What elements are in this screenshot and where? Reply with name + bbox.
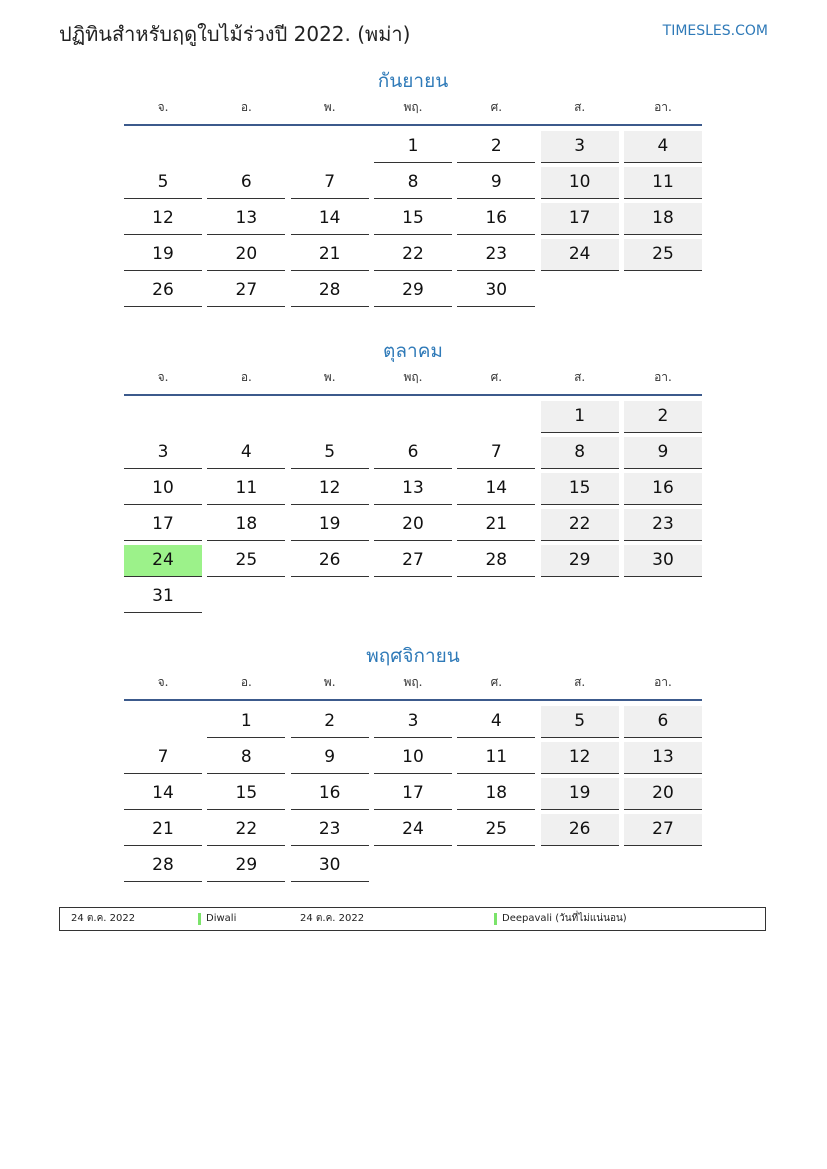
day-cell: 2 bbox=[291, 706, 369, 738]
day-cell: 4 bbox=[624, 131, 702, 163]
day-cell: 9 bbox=[291, 742, 369, 774]
weekday-label: อ. bbox=[240, 100, 252, 114]
day-cell: 23 bbox=[457, 239, 535, 271]
day-cell: 20 bbox=[624, 778, 702, 810]
empty-cell bbox=[124, 705, 202, 741]
page-title: ปฏิทินสำหรับฤดูใบไม้ร่วงปี 2022. (พม่า) bbox=[59, 22, 411, 46]
day-cell: 15 bbox=[374, 203, 452, 235]
day-cell: 12 bbox=[291, 473, 369, 505]
weekday-label: อ. bbox=[240, 370, 252, 384]
day-cell: 24 bbox=[124, 545, 202, 577]
weekday-label: พ. bbox=[323, 370, 336, 384]
day-cell: 30 bbox=[457, 275, 535, 307]
month-title: กันยายน bbox=[377, 70, 449, 92]
day-cell: 26 bbox=[541, 814, 619, 846]
holiday-marker bbox=[494, 913, 497, 925]
day-cell: 13 bbox=[624, 742, 702, 774]
weekday-label: ส. bbox=[574, 100, 586, 114]
weekday-label: พฤ. bbox=[403, 100, 423, 114]
month-november bbox=[124, 641, 702, 885]
day-cell: 14 bbox=[457, 473, 535, 505]
empty-cell bbox=[124, 400, 202, 436]
empty-cell bbox=[291, 400, 369, 436]
day-cell: 19 bbox=[541, 778, 619, 810]
holiday-date: 24 ต.ค. 2022 bbox=[71, 913, 136, 924]
day-cell: 28 bbox=[457, 545, 535, 577]
day-cell: 21 bbox=[457, 509, 535, 541]
day-cell: 25 bbox=[207, 545, 285, 577]
weekday-label: ศ. bbox=[490, 675, 503, 689]
day-cell: 3 bbox=[124, 437, 202, 469]
day-cell: 13 bbox=[374, 473, 452, 505]
empty-cell bbox=[291, 130, 369, 166]
day-cell: 1 bbox=[374, 131, 452, 163]
day-cell: 16 bbox=[291, 778, 369, 810]
month-title: ตุลาคม bbox=[383, 340, 443, 362]
site-link[interactable]: TIMESLES.COM bbox=[662, 23, 768, 39]
day-cell: 1 bbox=[541, 401, 619, 433]
day-cell: 12 bbox=[124, 203, 202, 235]
day-cell: 15 bbox=[541, 473, 619, 505]
holiday-date: 24 ต.ค. 2022 bbox=[300, 913, 365, 924]
day-cell: 29 bbox=[207, 850, 285, 882]
day-cell: 6 bbox=[207, 167, 285, 199]
day-cell: 1 bbox=[207, 706, 285, 738]
day-cell: 19 bbox=[291, 509, 369, 541]
day-grid bbox=[124, 400, 702, 616]
day-grid bbox=[124, 705, 702, 885]
day-cell: 25 bbox=[624, 239, 702, 271]
day-cell: 18 bbox=[624, 203, 702, 235]
day-cell: 21 bbox=[124, 814, 202, 846]
day-cell: 5 bbox=[291, 437, 369, 469]
weekday-label: อา. bbox=[654, 675, 672, 689]
weekday-label: ส. bbox=[574, 370, 586, 384]
day-cell: 11 bbox=[207, 473, 285, 505]
day-cell: 11 bbox=[457, 742, 535, 774]
holiday-name: Diwali bbox=[206, 913, 237, 924]
empty-cell bbox=[207, 400, 285, 436]
holiday-name: Deepavali (วันที่ไม่แน่นอน) bbox=[502, 913, 627, 924]
day-cell: 29 bbox=[541, 545, 619, 577]
day-cell: 30 bbox=[624, 545, 702, 577]
day-cell: 28 bbox=[291, 275, 369, 307]
day-cell: 26 bbox=[124, 275, 202, 307]
weekday-label: ส. bbox=[574, 675, 586, 689]
weekday-label: พ. bbox=[323, 675, 336, 689]
day-cell: 18 bbox=[207, 509, 285, 541]
empty-cell bbox=[457, 400, 535, 436]
day-cell: 5 bbox=[541, 706, 619, 738]
day-cell: 17 bbox=[124, 509, 202, 541]
empty-cell bbox=[124, 130, 202, 166]
empty-cell bbox=[374, 400, 452, 436]
day-cell: 22 bbox=[207, 814, 285, 846]
day-cell: 9 bbox=[457, 167, 535, 199]
day-cell: 16 bbox=[457, 203, 535, 235]
day-cell: 22 bbox=[541, 509, 619, 541]
holiday-list bbox=[59, 907, 766, 931]
day-cell: 30 bbox=[291, 850, 369, 882]
day-cell: 28 bbox=[124, 850, 202, 882]
day-cell: 29 bbox=[374, 275, 452, 307]
day-cell: 17 bbox=[541, 203, 619, 235]
day-cell: 7 bbox=[457, 437, 535, 469]
day-cell: 5 bbox=[124, 167, 202, 199]
day-cell: 4 bbox=[457, 706, 535, 738]
day-cell: 6 bbox=[624, 706, 702, 738]
weekday-label: จ. bbox=[157, 675, 169, 689]
day-cell: 4 bbox=[207, 437, 285, 469]
day-cell: 26 bbox=[291, 545, 369, 577]
day-cell: 20 bbox=[374, 509, 452, 541]
day-cell: 20 bbox=[207, 239, 285, 271]
day-cell: 16 bbox=[624, 473, 702, 505]
day-cell: 31 bbox=[124, 581, 202, 613]
day-cell: 8 bbox=[541, 437, 619, 469]
day-cell: 2 bbox=[457, 131, 535, 163]
day-cell: 24 bbox=[374, 814, 452, 846]
weekday-label: จ. bbox=[157, 100, 169, 114]
day-cell: 14 bbox=[291, 203, 369, 235]
weekday-label: ศ. bbox=[490, 370, 503, 384]
weekday-label: ศ. bbox=[490, 100, 503, 114]
holiday-marker bbox=[198, 913, 201, 925]
day-cell: 17 bbox=[374, 778, 452, 810]
empty-cell bbox=[207, 130, 285, 166]
day-cell: 13 bbox=[207, 203, 285, 235]
day-cell: 21 bbox=[291, 239, 369, 271]
day-cell: 10 bbox=[374, 742, 452, 774]
month-october bbox=[124, 336, 702, 616]
day-cell: 9 bbox=[624, 437, 702, 469]
weekday-label: อ. bbox=[240, 675, 252, 689]
weekday-label: จ. bbox=[157, 370, 169, 384]
day-cell: 23 bbox=[624, 509, 702, 541]
day-cell: 19 bbox=[124, 239, 202, 271]
day-cell: 15 bbox=[207, 778, 285, 810]
day-cell: 25 bbox=[457, 814, 535, 846]
day-cell: 27 bbox=[374, 545, 452, 577]
day-cell: 8 bbox=[207, 742, 285, 774]
weekday-label: อา. bbox=[654, 370, 672, 384]
day-cell: 14 bbox=[124, 778, 202, 810]
day-cell: 24 bbox=[541, 239, 619, 271]
day-cell: 22 bbox=[374, 239, 452, 271]
day-cell: 12 bbox=[541, 742, 619, 774]
weekday-label: พฤ. bbox=[403, 675, 423, 689]
day-cell: 6 bbox=[374, 437, 452, 469]
weekday-header bbox=[124, 366, 702, 396]
day-cell: 7 bbox=[291, 167, 369, 199]
day-cell: 27 bbox=[207, 275, 285, 307]
weekday-header bbox=[124, 671, 702, 701]
day-cell: 18 bbox=[457, 778, 535, 810]
day-cell: 2 bbox=[624, 401, 702, 433]
weekday-label: พ. bbox=[323, 100, 336, 114]
day-cell: 23 bbox=[291, 814, 369, 846]
day-cell: 3 bbox=[374, 706, 452, 738]
day-cell: 10 bbox=[541, 167, 619, 199]
day-cell: 27 bbox=[624, 814, 702, 846]
day-cell: 7 bbox=[124, 742, 202, 774]
weekday-label: พฤ. bbox=[403, 370, 423, 384]
day-grid bbox=[124, 130, 702, 310]
day-cell: 3 bbox=[541, 131, 619, 163]
day-cell: 11 bbox=[624, 167, 702, 199]
month-september bbox=[124, 66, 702, 310]
weekday-header bbox=[124, 96, 702, 126]
weekday-label: อา. bbox=[654, 100, 672, 114]
day-cell: 8 bbox=[374, 167, 452, 199]
day-cell: 10 bbox=[124, 473, 202, 505]
month-title: พฤศจิกายน bbox=[366, 645, 460, 667]
